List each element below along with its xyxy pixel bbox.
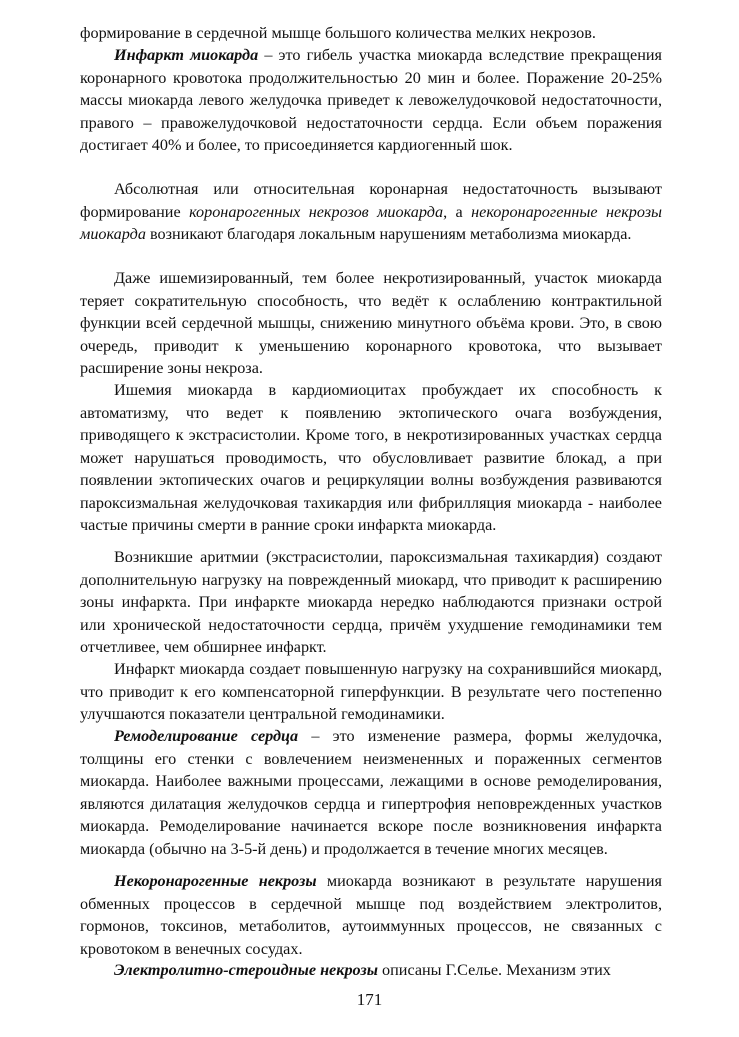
paragraph bbox=[80, 178, 662, 246]
paragraph-text: Абсолютная или относительная коронарная недостаточность вызывают формирование bbox=[80, 180, 662, 221]
page-number: 171 bbox=[356, 990, 383, 1009]
paragraph-text: миокарда возникают в результате нарушения обменных процессов в сердечной мышце под воздействием электролитов, гормонов, токсинов, метаболитов, аутоиммунных процессов, не связанных с кровотоком в венечных сосудах. bbox=[80, 872, 662, 958]
paragraph bbox=[80, 658, 662, 726]
italic-term: коронарогенных некрозов миокарда bbox=[189, 202, 444, 221]
paragraph bbox=[80, 379, 662, 537]
paragraph bbox=[80, 870, 662, 960]
paragraph bbox=[80, 959, 662, 982]
paragraph-text: Ишемия миокарда в кардиомиоцитах пробуждает их способность к автоматизму, что ведет к появлению эктопического очага возбуждения, приводящего к экстрасистолии. Кроме того, в некротизированных участках сердца может нарушаться проводимость, что обусловливает развитие блокад, а при появлении эктопических очагов и рециркуляции волны возбуждения развиваются пароксизмальная желудочковая тахикардия или фибрилляция миокарда - наиболее частые причины смерти в ранние сроки инфаркта миокарда. bbox=[80, 381, 662, 534]
term-heading: Инфаркт миокарда bbox=[114, 46, 259, 64]
paragraph bbox=[80, 22, 662, 45]
paragraph-text: – это изменение размера, формы желудочка, толщины его стенки с вовлечением неизмененных и пораженных сегментов миокарда. Наиболее важными процессами, лежащими в основе ремоделирования, являются дилатация желудочков сердца и гипертрофия неповрежденных участков миокарда. Ремоделирование начинается вскоре после возникновения инфаркта миокарда (обычно на 3-5-й день) и продолжается в течение многих месяцев. bbox=[80, 727, 662, 858]
paragraph-text: Инфаркт миокарда создает повышенную нагрузку на сохранившийся миокард, что приводит к его компенсаторной гиперфункции. В результате чего постепенно улучшаются показатели центральной гемодинамики. bbox=[80, 660, 662, 723]
paragraph bbox=[80, 725, 662, 860]
paragraph-text: формирование в сердечной мышце большого количества мелких некрозов. bbox=[80, 24, 596, 42]
term-heading: Некоронарогенные некрозы bbox=[114, 872, 317, 890]
paragraph-text: возникают благодаря локальным нарушениям метаболизма миокарда. bbox=[145, 225, 632, 243]
paragraph-text: – это гибель участка миокарда вследствие прекращения коронарного кровотока продолжительностью 20 мин и более. Поражение 20-25% массы миокарда левого желудочка приведет к левожелудочковой недостаточности, правого – правожелудочковой недостаточности сердца. Если объем поражения достигает 40% и более, то присоединяется кардиогенный шок. bbox=[80, 46, 662, 154]
term-heading: Электролитно-стероидные некрозы bbox=[114, 961, 378, 979]
paragraph-text: Даже ишемизированный, тем более некротизированный, участок миокарда теряет сократительную способность, что ведёт к ослаблению контрактильной функции всей сердечной мышцы, снижению минутного объёма крови. Это, в свою очередь, приводит к уменьшению коронарного кровотока, что вызывает расширение зоны некроза. bbox=[80, 269, 662, 377]
paragraph-text: описаны Г.Селье. Механизм этих bbox=[377, 961, 611, 979]
italic-term: некоронарогенные некрозы миокарда bbox=[80, 202, 663, 243]
term-heading: Ремоделирование сердца bbox=[114, 727, 299, 745]
paragraph bbox=[80, 44, 662, 157]
paragraph bbox=[80, 267, 662, 380]
paragraph-text: Возникшие аритмии (экстрасистолии, пароксизмальная тахикардия) создают дополнительную нагрузку на поврежденный миокард, что приводит к расширению зоны инфаркта. При инфаркте миокарда нередко наблюдаются признаки острой или хронической недостаточности сердца, причём ухудшение гемодинамики тем отчетливее, чем обширнее инфаркт. bbox=[80, 548, 662, 656]
paragraph-text: , а bbox=[443, 202, 472, 221]
paragraph bbox=[80, 546, 662, 659]
